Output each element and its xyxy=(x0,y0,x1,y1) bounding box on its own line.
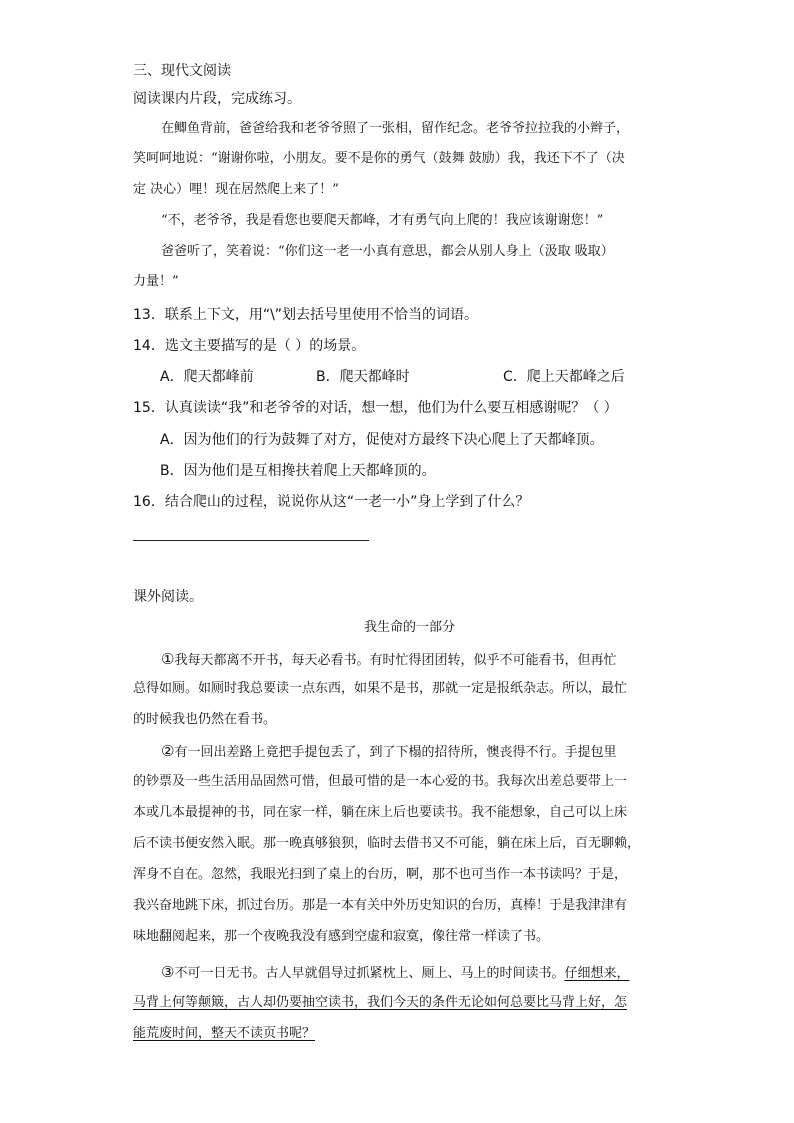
instruction-text: 阅读课内片段，完成练习。 xyxy=(133,91,301,107)
paragraph-number: ② xyxy=(161,742,175,760)
passage-line: 在鲫鱼背前，爸爸给我和老爷爷照了一张相，留作纪念。老爷爷拉拉我的小辫子， xyxy=(161,121,630,136)
article-paragraph-2 xyxy=(161,741,616,763)
option-b: B．爬天都峰时 xyxy=(316,369,410,385)
question-16: 16．结合爬山的过程，说说你从这“一老一小”身上学到了什么？ xyxy=(133,494,530,510)
underlined-sentence: 马背上何等颠簸，古人却仍要抽空读书，我们今天的条件无论如何总要比马背上好，怎 xyxy=(133,995,628,1010)
article-line: 后不读书便安然入眠。那一晚真够狼狈，临时去借书又不可能，躺在床上后，百无聊赖， xyxy=(133,836,641,851)
option-c: C．爬上天都峰之后 xyxy=(503,369,625,385)
passage-line: 爸爸听了，笑着说：“你们这一老一小真有意思，都会从别人身上（汲取 吸取） xyxy=(161,244,614,259)
passage-line: 定 决心）哩！现在居然爬上来了！” xyxy=(133,182,339,197)
question-13: 13．联系上下文，用“\”划去括号里使用不恰当的词语。 xyxy=(133,307,479,323)
passage-line: 笑呵呵地说：“谢谢你啦，小朋友。要不是你的勇气（鼓舞 鼓励）我，我还下不了（决 xyxy=(133,151,625,166)
article-line: 的钞票及一些生活用品固然可惜，但最可惜的是一本心爱的书。我每次出差总要带上一 xyxy=(133,774,628,789)
answer-line[interactable] xyxy=(133,540,369,541)
option-b: B．因为他们是互相搀扶着爬上天都峰顶的。 xyxy=(160,463,436,479)
article-paragraph-3 xyxy=(161,962,629,984)
paragraph-number: ① xyxy=(161,650,175,668)
article-line: 浑身不自在。忽然，我眼光扫到了桌上的台历，啊，那不也可当作一本书读吗？于是， xyxy=(133,867,628,882)
question-15: 15．认真读读“我”和老爷爷的对话，想一想，他们为什么要互相感谢呢？（ ） xyxy=(133,400,618,416)
passage-line: “不，老爷爷，我是看您也要爬天都峰，才有勇气向上爬的！我应该谢谢您！” xyxy=(161,213,604,228)
paragraph-number: ③ xyxy=(161,963,175,981)
section-heading: 三、现代文阅读 xyxy=(133,63,231,79)
article-line: 不可一日无书。古人早就倡导过抓紧枕上、厕上、马上的时间读书。 xyxy=(174,966,565,981)
option-a: A．爬天都峰前 xyxy=(160,369,254,385)
option-a: A．因为他们的行为鼓舞了对方，促使对方最终下决心爬上了天都峰顶。 xyxy=(160,432,604,448)
article-line: 总得如厕。如厕时我总要读一点东西，如果不是书，那就一定是报纸杂志。所以，最忙 xyxy=(133,681,628,696)
article-line: 味地翻阅起来，那一个夜晚我没有感到空虚和寂寞，像往常一样读了书。 xyxy=(133,929,550,944)
article-line: 我兴奋地跳下床，抓过台历。那是一本有关中外历史知识的台历，真棒！于是我津津有 xyxy=(133,898,628,913)
article-line: 有一回出差路上竟把手提包丢了，到了下榻的招待所，懊丧得不行。手提包里 xyxy=(174,745,617,760)
article-line: 我每天都离不开书，每天必看书。有时忙得团团转，似乎不可能看书，但再忙 xyxy=(174,653,617,668)
article-line: 本或几本最提神的书，同在家一样，躺在床上后也要读书。我不能想象，自己可以上床 xyxy=(133,805,628,820)
underlined-sentence: 仔细想来， xyxy=(564,966,630,981)
article-line: 的时候我也仍然在看书。 xyxy=(133,712,277,727)
article-title: 我生命的一部分 xyxy=(364,620,456,635)
passage-line: 力量！” xyxy=(133,274,179,289)
question-14: 14．选文主要描写的是（ ）的场景。 xyxy=(133,338,366,354)
underlined-sentence: 能荒废时间，整天不读页书呢？ xyxy=(133,1026,316,1041)
article-paragraph-1 xyxy=(161,649,616,671)
section-heading: 课外阅读。 xyxy=(133,589,203,605)
